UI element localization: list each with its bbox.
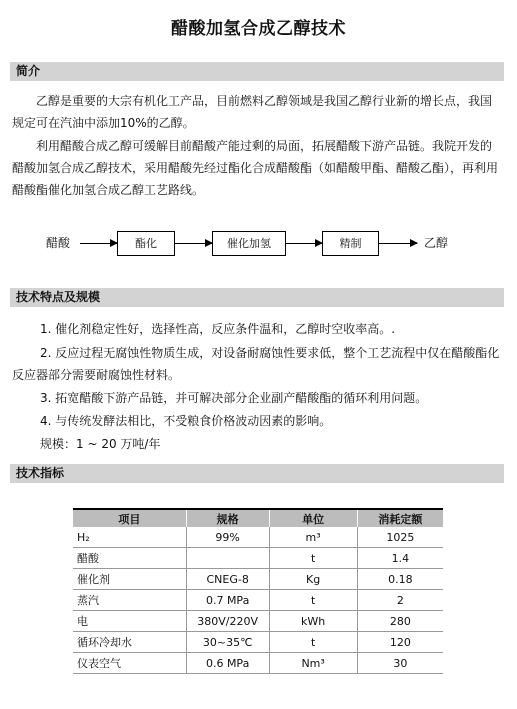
feature-item-3: 3. 拓宽醋酸下游产品链，并可解决部分企业副产醋酸酯的循环利用问题。 (40, 391, 428, 405)
cell-item: 仪表空气 (73, 653, 186, 674)
flow-arrow (379, 243, 417, 244)
table-header-row (73, 509, 443, 527)
column-header-unit: 单位 (269, 509, 357, 527)
section-header-specs: 技术指标 (10, 464, 504, 483)
cell-item: H₂ (73, 527, 186, 548)
feature-item-4: 4. 与传统发酵法相比，不受粮食价格波动因素的影响。 (40, 414, 332, 428)
cell-item: 电 (73, 611, 186, 632)
cell-consumption: 1025 (357, 527, 443, 548)
cell-consumption: 1.4 (357, 548, 443, 569)
flow-step-esterification: 酯化 (117, 231, 175, 256)
cell-consumption: 2 (357, 590, 443, 611)
flow-arrow (80, 243, 117, 244)
table-row (73, 653, 443, 674)
cell-spec: 0.7 MPa (186, 590, 269, 611)
flow-arrow (175, 243, 212, 244)
flow-start-label: 醋酸 (46, 236, 71, 250)
spec-table (73, 508, 443, 674)
cell-unit: Nm³ (269, 653, 357, 674)
column-header-item: 项目 (73, 509, 186, 527)
cell-unit: t (269, 632, 357, 653)
cell-unit: t (269, 548, 357, 569)
flow-arrow (286, 243, 322, 244)
intro-paragraph-1: 乙醇是重要的大宗有机化工产品，目前燃料乙醇领域是我国乙醇行业新的增长点，我国规定可在汽油中添加10%的乙醇。 (12, 94, 493, 130)
cell-unit: t (269, 590, 357, 611)
page-title: 醋酸加氢合成乙醇技术 (171, 19, 346, 39)
column-header-consumption: 消耗定额 (357, 509, 443, 527)
cell-consumption: 0.18 (357, 569, 443, 590)
cell-spec: 0.6 MPa (186, 653, 269, 674)
feature-item-1: 1. 催化剂稳定性好，选择性高，反应条件温和，乙醇时空收率高。. (40, 322, 396, 336)
cell-item: 循环冷却水 (73, 632, 186, 653)
table-row (73, 548, 443, 569)
table-row (73, 590, 443, 611)
cell-spec: 380V/220V (186, 611, 269, 632)
cell-item: 醋酸 (73, 548, 186, 569)
cell-spec: 30~35℃ (186, 632, 269, 653)
section-header-features: 技术特点及规模 (10, 288, 504, 307)
table-row (73, 527, 443, 548)
feature-item-2: 2. 反应过程无腐蚀性物质生成，对设备耐腐蚀性要求低，整个工艺流程中仅在醋酸酯化反应器部分需要耐腐蚀性材料。 (12, 346, 500, 382)
intro-paragraph-2: 利用醋酸合成乙醇可缓解目前醋酸产能过剩的局面，拓展醋酸下游产品链。我院开发的醋酸加氢合成乙醇技术，采用醋酸先经过酯化合成醋酸酯（如醋酸甲酯、醋酸乙酯），再利用醋酸酯催化加氢合成乙醇工艺路线。 (12, 139, 499, 197)
table-row (73, 632, 443, 653)
table-row (73, 611, 443, 632)
production-scale: 规模：1 ~ 20 万吨/年 (40, 437, 161, 451)
cell-unit: m³ (269, 527, 357, 548)
cell-consumption: 30 (357, 653, 443, 674)
cell-spec (186, 548, 269, 569)
cell-consumption: 280 (357, 611, 443, 632)
section-header-intro: 简介 (10, 62, 504, 81)
cell-consumption: 120 (357, 632, 443, 653)
flow-end-label: 乙醇 (424, 236, 449, 250)
flow-step-refining: 精制 (322, 231, 379, 256)
cell-item: 蒸汽 (73, 590, 186, 611)
cell-spec: 99% (186, 527, 269, 548)
flow-step-hydrogenation: 催化加氢 (212, 231, 286, 256)
cell-unit: Kg (269, 569, 357, 590)
cell-item: 催化剂 (73, 569, 186, 590)
column-header-spec: 规格 (186, 509, 269, 527)
cell-unit: kWh (269, 611, 357, 632)
table-row (73, 569, 443, 590)
cell-spec: CNEG-8 (186, 569, 269, 590)
